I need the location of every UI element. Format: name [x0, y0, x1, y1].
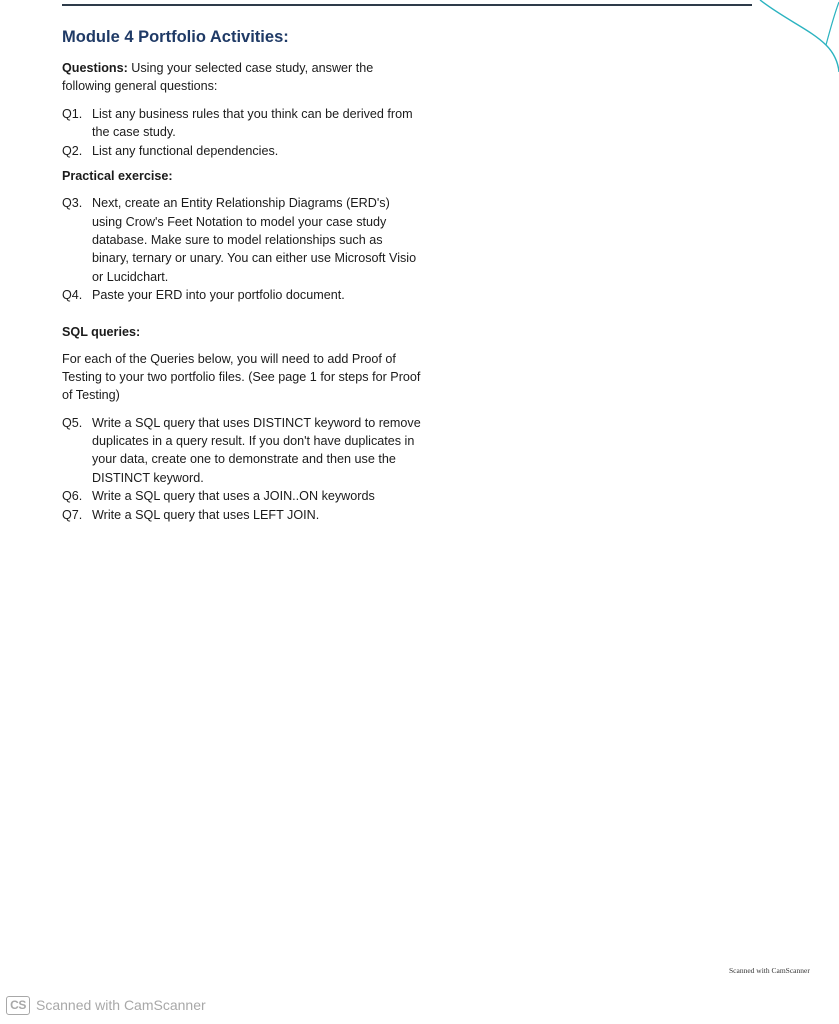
question-item: [62, 194, 422, 286]
question-number: Q2.: [62, 143, 83, 158]
general-questions-list: [62, 105, 422, 160]
questions-intro: [62, 59, 422, 95]
question-item: [62, 414, 422, 488]
question-number: Q7.: [62, 507, 83, 522]
question-text: Paste your ERD into your portfolio document.: [92, 288, 345, 303]
camscanner-watermark: [6, 994, 206, 1016]
top-rule: [62, 4, 752, 6]
question-number: Q5.: [62, 415, 83, 430]
watermark-text: Scanned with CamScanner: [36, 997, 206, 1013]
document-content: [62, 27, 422, 531]
question-number: Q3.: [62, 196, 83, 211]
questions-intro-lead: Questions:: [62, 61, 128, 75]
question-item: [62, 506, 422, 524]
question-text: List any business rules that you think can be derived from the case study.: [92, 107, 413, 140]
practical-questions-list: [62, 194, 422, 304]
question-text: Write a SQL query that uses LEFT JOIN.: [92, 507, 320, 522]
question-text: Write a SQL query that uses a JOIN..ON keywords: [92, 489, 375, 504]
question-number: Q6.: [62, 489, 83, 504]
question-text: Next, create an Entity Relationship Diagrams (ERD's) using Crow's Feet Notation to model your case study database. Make sure to model relationships such as binary, ternary or unary. You can either use Microsoft Visio or Lucidchart.: [92, 196, 417, 284]
scanner-footer-note: Scanned with CamScanner: [729, 966, 810, 975]
page-title: Module 4 Portfolio Activities:: [62, 28, 289, 46]
practical-heading: Practical exercise:: [62, 169, 173, 184]
question-text: Write a SQL query that uses DISTINCT keyword to remove duplicates in a query result. If you don't have duplicates in your data, create one to demonstrate and then use the DISTINCT keyword.: [92, 415, 421, 485]
page-corner-curl-icon: [756, 0, 839, 72]
question-number: Q1.: [62, 107, 83, 121]
question-item: [62, 286, 422, 304]
question-item: [62, 142, 422, 160]
camscanner-logo-icon: CS: [6, 996, 30, 1015]
sql-questions-list: [62, 414, 422, 524]
sql-intro: For each of the Queries below, you will need to add Proof of Testing to your two portfolio files. (See page 1 for steps for Proof of Testing): [62, 351, 421, 402]
question-item: [62, 487, 422, 505]
questions-intro-text: Using your selected case study, answer the following general questions:: [62, 61, 374, 93]
sql-heading: SQL queries:: [62, 324, 141, 339]
question-text: List any functional dependencies.: [92, 143, 279, 158]
question-number: Q4.: [62, 288, 83, 303]
question-item: [62, 105, 422, 142]
